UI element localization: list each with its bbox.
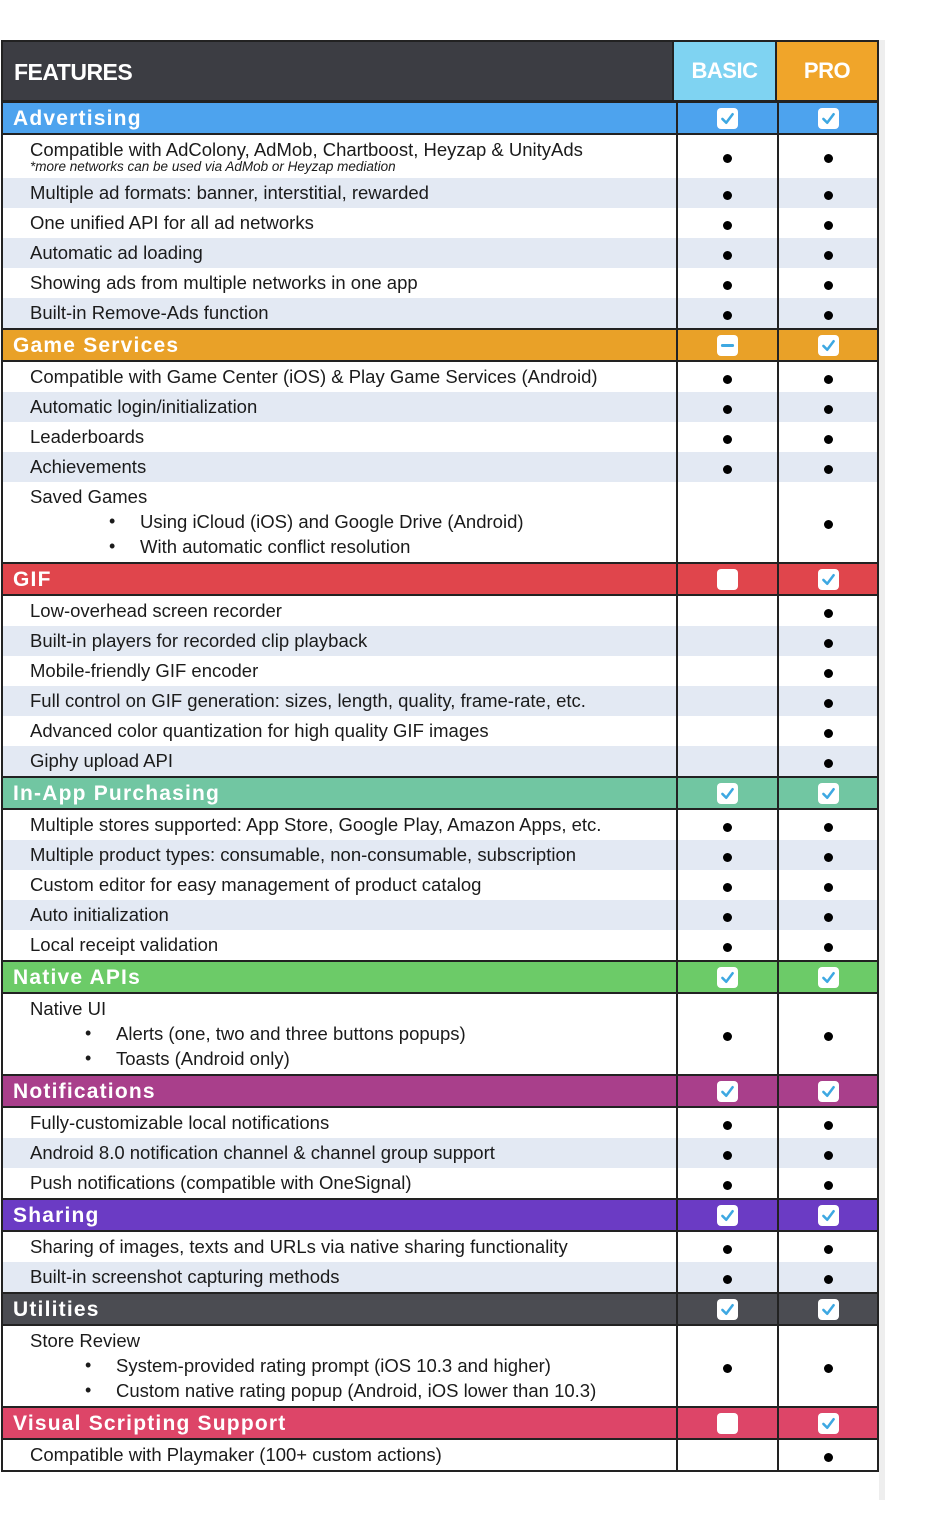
feature-text (3, 840, 676, 870)
pro-cell (777, 1108, 877, 1138)
basic-cell (676, 362, 777, 392)
feature-label: One unified API for all ad networks (30, 212, 314, 233)
feature-row (3, 422, 877, 452)
pro-cell (777, 268, 877, 298)
section-header (3, 562, 877, 596)
pro-included-dot-icon (824, 699, 833, 708)
feature-text (3, 298, 676, 328)
feature-row (3, 656, 877, 686)
feature-label: Low-overhead screen recorder (30, 600, 282, 621)
basic-cell (676, 840, 777, 870)
feature-bullet: • System-provided rating prompt (iOS 10.3 and higher) (116, 1353, 676, 1378)
pro-cell (777, 930, 877, 960)
basic-included-dot-icon (723, 1245, 732, 1254)
basic-check-icon (717, 1205, 738, 1226)
basic-cell (676, 870, 777, 900)
feature-text (3, 930, 676, 960)
basic-included-dot-icon (723, 913, 732, 922)
feature-row (3, 1440, 877, 1470)
section-pro-cell (777, 330, 877, 360)
feature-text (3, 1168, 676, 1198)
sections-container (3, 101, 877, 1470)
section-basic-cell (676, 1200, 777, 1230)
pro-included-dot-icon (824, 520, 833, 529)
basic-cell (676, 1262, 777, 1292)
feature-label: Store Review (30, 1330, 141, 1351)
feature-row (3, 1108, 877, 1138)
section-basic-cell (676, 962, 777, 992)
section-pro-cell (777, 564, 877, 594)
feature-text (3, 810, 676, 840)
feature-label: Giphy upload API (30, 750, 173, 771)
feature-label: Mobile-friendly GIF encoder (30, 660, 259, 681)
feature-row (3, 900, 877, 930)
section-pro-cell (777, 1200, 877, 1230)
top-gap (0, 0, 943, 2)
basic-check-icon (717, 783, 738, 804)
pro-included-dot-icon (824, 883, 833, 892)
pro-check-icon (818, 335, 839, 356)
basic-cell (676, 208, 777, 238)
pro-included-dot-icon (824, 729, 833, 738)
section-title: Advertising (13, 107, 142, 130)
feature-label: Built-in players for recorded clip playback (30, 630, 368, 651)
basic-cell (676, 1168, 777, 1198)
feature-text (3, 208, 676, 238)
feature-text (3, 1232, 676, 1262)
feature-row (3, 362, 877, 392)
feature-text (3, 1262, 676, 1292)
feature-row (3, 626, 877, 656)
feature-bullet: • With automatic conflict resolution (140, 534, 676, 559)
pro-cell (777, 1262, 877, 1292)
pro-cell (777, 626, 877, 656)
feature-bullet-list (30, 509, 676, 562)
pro-cell (777, 178, 877, 208)
basic-included-dot-icon (723, 1275, 732, 1284)
pro-cell (777, 135, 877, 178)
feature-label: Push notifications (compatible with OneSignal) (30, 1172, 412, 1193)
basic-cell (676, 1108, 777, 1138)
feature-row (3, 840, 877, 870)
feature-label: Multiple stores supported: App Store, Google Play, Amazon Apps, etc. (30, 814, 602, 835)
pro-check-icon (818, 569, 839, 590)
features-heading: FEATURES (14, 59, 133, 85)
section-header (3, 101, 877, 135)
section-header (3, 1292, 877, 1326)
pro-included-dot-icon (824, 1453, 833, 1462)
pro-included-dot-icon (824, 375, 833, 384)
pro-cell (777, 900, 877, 930)
feature-row (3, 1232, 877, 1262)
feature-bullet: • Alerts (one, two and three buttons popups) (116, 1021, 676, 1046)
basic-cell (676, 392, 777, 422)
pro-included-dot-icon (824, 1275, 833, 1284)
pro-cell (777, 596, 877, 626)
section-header (3, 1198, 877, 1232)
feature-row (3, 1262, 877, 1292)
feature-label: Full control on GIF generation: sizes, length, quality, frame-rate, etc. (30, 690, 586, 711)
feature-label: Achievements (30, 456, 147, 477)
feature-label: Compatible with Game Center (iOS) & Play Game Services (Android) (30, 366, 598, 387)
pro-included-dot-icon (824, 669, 833, 678)
feature-label: Leaderboards (30, 426, 145, 447)
basic-partial-icon (717, 335, 738, 356)
feature-row (3, 238, 877, 268)
pro-cell (777, 810, 877, 840)
feature-text (3, 596, 676, 626)
feature-bullet: • Custom native rating popup (Android, iOS lower than 10.3) (116, 1378, 676, 1403)
feature-text (3, 870, 676, 900)
section-title: Sharing (13, 1204, 100, 1227)
feature-label: Fully-customizable local notifications (30, 1112, 330, 1133)
feature-row (3, 268, 877, 298)
feature-label: Built-in Remove-Ads function (30, 302, 269, 323)
pro-included-dot-icon (824, 1032, 833, 1041)
pro-check-icon (818, 1205, 839, 1226)
basic-cell (676, 482, 777, 562)
pro-cell (777, 362, 877, 392)
pro-cell (777, 1138, 877, 1168)
pro-heading: PRO (775, 42, 877, 100)
feature-label: Multiple product types: consumable, non-consumable, subscription (30, 844, 577, 865)
basic-cell (676, 686, 777, 716)
basic-included-dot-icon (723, 435, 732, 444)
basic-included-dot-icon (723, 251, 732, 260)
section-title: Utilities (13, 1298, 100, 1321)
basic-cell (676, 238, 777, 268)
feature-text (3, 482, 676, 562)
pro-cell (777, 452, 877, 482)
basic-check-icon (717, 1081, 738, 1102)
basic-included-dot-icon (723, 311, 732, 320)
basic-included-dot-icon (723, 154, 732, 163)
pro-included-dot-icon (824, 1181, 833, 1190)
pro-included-dot-icon (824, 943, 833, 952)
feature-text (3, 900, 676, 930)
basic-cell (676, 298, 777, 328)
pro-cell (777, 1168, 877, 1198)
pro-cell (777, 392, 877, 422)
basic-included-dot-icon (723, 465, 732, 474)
pro-cell (777, 656, 877, 686)
basic-cell (676, 178, 777, 208)
feature-text (3, 452, 676, 482)
section-pro-cell (777, 1408, 877, 1438)
pro-included-dot-icon (824, 251, 833, 260)
pro-cell (777, 994, 877, 1074)
feature-row (3, 298, 877, 328)
section-header (3, 1406, 877, 1440)
feature-row (3, 392, 877, 422)
pro-included-dot-icon (824, 609, 833, 618)
feature-text (3, 1108, 676, 1138)
pro-check-icon (818, 783, 839, 804)
pro-cell (777, 482, 877, 562)
feature-label: Automatic ad loading (30, 242, 203, 263)
basic-cell (676, 1440, 777, 1470)
pro-included-dot-icon (824, 1245, 833, 1254)
pro-cell (777, 716, 877, 746)
feature-row (3, 1326, 877, 1406)
feature-row (3, 596, 877, 626)
basic-cell (676, 930, 777, 960)
pro-check-icon (818, 1081, 839, 1102)
feature-text (3, 994, 676, 1074)
feature-text (3, 362, 676, 392)
feature-text (3, 268, 676, 298)
feature-row (3, 178, 877, 208)
pro-included-dot-icon (824, 465, 833, 474)
basic-included-dot-icon (723, 1151, 732, 1160)
feature-row (3, 452, 877, 482)
pro-included-dot-icon (824, 639, 833, 648)
basic-check-icon (717, 1299, 738, 1320)
section-header (3, 776, 877, 810)
pro-check-icon (818, 1299, 839, 1320)
basic-check-icon (717, 967, 738, 988)
pro-included-dot-icon (824, 311, 833, 320)
feature-text (3, 422, 676, 452)
basic-cell (676, 452, 777, 482)
basic-unchecked-icon (717, 569, 738, 590)
basic-cell (676, 716, 777, 746)
feature-label: Saved Games (30, 486, 148, 507)
feature-bullet: • Toasts (Android only) (116, 1046, 676, 1071)
basic-cell (676, 1138, 777, 1168)
basic-included-dot-icon (723, 883, 732, 892)
pro-cell (777, 1232, 877, 1262)
feature-text (3, 626, 676, 656)
pro-included-dot-icon (824, 1121, 833, 1130)
section-basic-cell (676, 330, 777, 360)
basic-heading: BASIC (672, 42, 775, 100)
feature-label: Multiple ad formats: banner, interstitial, rewarded (30, 182, 429, 203)
pro-included-dot-icon (824, 405, 833, 414)
basic-included-dot-icon (723, 1032, 732, 1041)
basic-cell (676, 900, 777, 930)
feature-row (3, 870, 877, 900)
section-basic-cell (676, 1408, 777, 1438)
feature-text (3, 1440, 676, 1470)
pro-included-dot-icon (824, 435, 833, 444)
basic-included-dot-icon (723, 853, 732, 862)
feature-label: Automatic login/initialization (30, 396, 258, 417)
pro-included-dot-icon (824, 1151, 833, 1160)
section-basic-cell (676, 1294, 777, 1324)
section-title: In-App Purchasing (13, 782, 221, 805)
section-basic-cell (676, 564, 777, 594)
section-title: Game Services (13, 334, 180, 357)
pro-cell (777, 1326, 877, 1406)
section-pro-cell (777, 1294, 877, 1324)
basic-cell (676, 1232, 777, 1262)
section-pro-cell (777, 103, 877, 133)
pro-included-dot-icon (824, 759, 833, 768)
pro-cell (777, 1440, 877, 1470)
section-pro-cell (777, 778, 877, 808)
pro-cell (777, 422, 877, 452)
feature-text (3, 1326, 676, 1406)
feature-text (3, 686, 676, 716)
basic-unchecked-icon (717, 1413, 738, 1434)
basic-included-dot-icon (723, 943, 732, 952)
feature-row (3, 810, 877, 840)
feature-label: Native UI (30, 998, 107, 1019)
table-shadow (879, 40, 885, 1500)
feature-text (3, 135, 676, 178)
feature-label: Advanced color quantization for high quality GIF images (30, 720, 489, 741)
feature-bullet: • Using iCloud (iOS) and Google Drive (Android) (140, 509, 676, 534)
basic-included-dot-icon (723, 375, 732, 384)
section-title: Visual Scripting Support (13, 1412, 287, 1435)
section-title: Native APIs (13, 966, 141, 989)
pro-cell (777, 746, 877, 776)
feature-text (3, 392, 676, 422)
pro-check-icon (818, 1413, 839, 1434)
basic-included-dot-icon (723, 405, 732, 414)
feature-bullet-list (30, 1353, 676, 1406)
feature-row (3, 746, 877, 776)
pro-cell (777, 238, 877, 268)
section-header (3, 1074, 877, 1108)
basic-included-dot-icon (723, 281, 732, 290)
feature-note: *more networks can be used via AdMob or Heyzap mediation (30, 159, 396, 174)
feature-label: Built-in screenshot capturing methods (30, 1266, 340, 1287)
section-basic-cell (676, 103, 777, 133)
basic-cell (676, 626, 777, 656)
pro-included-dot-icon (824, 823, 833, 832)
feature-bullet-list (30, 1021, 676, 1074)
feature-row (3, 930, 877, 960)
feature-label: Showing ads from multiple networks in one app (30, 272, 418, 293)
basic-included-dot-icon (723, 823, 732, 832)
section-header (3, 328, 877, 362)
feature-text (3, 716, 676, 746)
pro-cell (777, 298, 877, 328)
feature-text (3, 1138, 676, 1168)
basic-included-dot-icon (723, 1181, 732, 1190)
basic-cell (676, 1326, 777, 1406)
basic-cell (676, 596, 777, 626)
feature-row (3, 135, 877, 178)
pro-cell (777, 870, 877, 900)
pro-included-dot-icon (824, 154, 833, 163)
feature-text (3, 238, 676, 268)
basic-included-dot-icon (723, 221, 732, 230)
basic-cell (676, 422, 777, 452)
basic-included-dot-icon (723, 1121, 732, 1130)
basic-cell (676, 994, 777, 1074)
feature-comparison-table (1, 40, 879, 1472)
basic-cell (676, 746, 777, 776)
basic-cell (676, 656, 777, 686)
basic-included-dot-icon (723, 1364, 732, 1373)
basic-cell (676, 135, 777, 178)
feature-row (3, 1138, 877, 1168)
basic-check-icon (717, 108, 738, 129)
feature-text (3, 178, 676, 208)
feature-label: Compatible with Playmaker (100+ custom actions) (30, 1444, 442, 1465)
table-header (3, 42, 877, 101)
feature-row (3, 716, 877, 746)
feature-label: Auto initialization (30, 904, 169, 925)
feature-label: Android 8.0 notification channel & channel group support (30, 1142, 495, 1163)
feature-label: Sharing of images, texts and URLs via native sharing functionality (30, 1236, 568, 1257)
basic-cell (676, 268, 777, 298)
pro-included-dot-icon (824, 853, 833, 862)
basic-included-dot-icon (723, 191, 732, 200)
pro-cell (777, 686, 877, 716)
basic-cell (676, 810, 777, 840)
section-pro-cell (777, 1076, 877, 1106)
feature-row (3, 994, 877, 1074)
pro-cell (777, 208, 877, 238)
pro-included-dot-icon (824, 191, 833, 200)
feature-label: Custom editor for easy management of product catalog (30, 874, 482, 895)
pro-included-dot-icon (824, 221, 833, 230)
section-header (3, 960, 877, 994)
pro-check-icon (818, 108, 839, 129)
feature-row (3, 482, 877, 562)
section-basic-cell (676, 778, 777, 808)
section-title: GIF (13, 568, 52, 591)
pro-included-dot-icon (824, 1364, 833, 1373)
feature-label: Compatible with AdColony, AdMob, Chartboost, Heyzap & UnityAds (30, 139, 583, 160)
pro-check-icon (818, 967, 839, 988)
section-title: Notifications (13, 1080, 156, 1103)
pro-cell (777, 840, 877, 870)
section-basic-cell (676, 1076, 777, 1106)
feature-text (3, 656, 676, 686)
section-pro-cell (777, 962, 877, 992)
feature-row (3, 1168, 877, 1198)
feature-label: Local receipt validation (30, 934, 219, 955)
feature-row (3, 686, 877, 716)
feature-row (3, 208, 877, 238)
pro-included-dot-icon (824, 913, 833, 922)
pro-included-dot-icon (824, 281, 833, 290)
feature-text (3, 746, 676, 776)
